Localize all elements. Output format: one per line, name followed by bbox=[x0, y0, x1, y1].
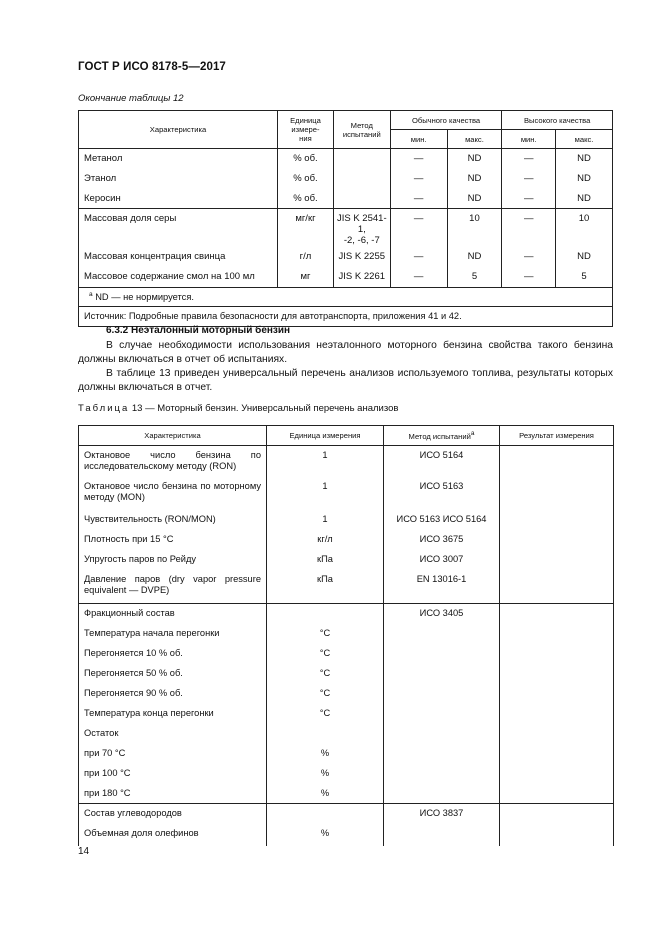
t12-cell-method bbox=[333, 189, 390, 209]
t13-cell-result bbox=[500, 664, 614, 684]
t12-header-high-max: макс. bbox=[556, 130, 613, 149]
t12-cell-high-max: 5 bbox=[556, 267, 613, 287]
t12-cell-ordinary-min: — bbox=[390, 149, 447, 169]
t12-cell-method: JIS K 2541-1, -2, -6, -7 bbox=[333, 209, 390, 247]
t13-cell-method bbox=[384, 664, 500, 684]
t13-cell-unit: кПа bbox=[267, 570, 384, 604]
t13-cell-name: Температура конца перегонки bbox=[79, 704, 267, 724]
t13-cell-unit: кПа bbox=[267, 550, 384, 570]
t13-cell-name: Октановое число бензина по исследовательскому методу (RON) bbox=[79, 446, 267, 477]
t13-header-method bbox=[384, 426, 500, 446]
table-13 bbox=[78, 425, 614, 846]
t13-cell-name: Упругость паров по Рейду bbox=[79, 550, 267, 570]
table-row bbox=[79, 446, 614, 477]
t13-cell-name: Октановое число бензина по моторному методу (MON) bbox=[79, 477, 267, 510]
t13-cell-name: Давление паров (dry vapor pressure equivalent — DVPE) bbox=[79, 570, 267, 604]
t12-cell-unit: % об. bbox=[278, 189, 334, 209]
t13-cell-method bbox=[384, 784, 500, 804]
t12-header-ordinary-min: мин. bbox=[390, 130, 447, 149]
t13-cell-name: Состав углеводородов bbox=[79, 804, 267, 824]
table-row bbox=[79, 784, 614, 804]
t13-cell-result bbox=[500, 804, 614, 824]
t12-cell-unit: % об. bbox=[278, 149, 334, 169]
t13-cell-method: ИСО 3675 bbox=[384, 530, 500, 550]
t13-cell-name: Перегоняется 10 % об. bbox=[79, 644, 267, 664]
table-row bbox=[79, 570, 614, 604]
t13-cell-unit: 1 bbox=[267, 446, 384, 477]
t13-cell-method: ИСО 5163 ИСО 5164 bbox=[384, 510, 500, 530]
t13-cell-name: Объемная доля олефинов bbox=[79, 824, 267, 846]
table13-caption-prefix: Таблица bbox=[78, 403, 130, 414]
t12-cell-name: Массовая концентрация свинца bbox=[79, 246, 278, 267]
t13-cell-unit: % bbox=[267, 764, 384, 784]
t13-cell-name: Перегоняется 90 % об. bbox=[79, 684, 267, 704]
t13-cell-method bbox=[384, 624, 500, 644]
t13-cell-method: ИСО 3405 bbox=[384, 604, 500, 624]
t12-cell-high-min: — bbox=[502, 246, 556, 267]
t12-cell-ordinary-min: — bbox=[390, 209, 447, 247]
t13-cell-result bbox=[500, 446, 614, 477]
t13-cell-name: Плотность при 15 °С bbox=[79, 530, 267, 550]
t12-cell-high-min: — bbox=[502, 169, 556, 189]
t13-cell-unit: 1 bbox=[267, 477, 384, 510]
t12-header-high-min: мин. bbox=[502, 130, 556, 149]
t13-cell-unit bbox=[267, 604, 384, 624]
t12-source: Источник: Подробные правила безопасности для автотранспорта, приложения 41 и 42. bbox=[79, 306, 613, 326]
t13-cell-result bbox=[500, 644, 614, 664]
t12-cell-high-min: — bbox=[502, 189, 556, 209]
t13-header-unit: Единица измерения bbox=[267, 426, 384, 446]
t12-cell-name: Керосин bbox=[79, 189, 278, 209]
t13-cell-unit: °С bbox=[267, 664, 384, 684]
t13-cell-result bbox=[500, 704, 614, 724]
t12-header-ordinary-max: макс. bbox=[447, 130, 502, 149]
table-row bbox=[79, 510, 614, 530]
t12-cell-method: JIS K 2261 bbox=[333, 267, 390, 287]
t13-cell-unit: кг/л bbox=[267, 530, 384, 550]
t13-cell-name: Фракционный состав bbox=[79, 604, 267, 624]
page-number: 14 bbox=[78, 846, 90, 857]
t13-cell-name: при 180 °С bbox=[79, 784, 267, 804]
t13-cell-unit: °С bbox=[267, 644, 384, 664]
t12-cell-unit: мг/кг bbox=[278, 209, 334, 247]
t13-cell-result bbox=[500, 530, 614, 550]
table-row bbox=[79, 624, 614, 644]
t12-cell-ordinary-min: — bbox=[390, 267, 447, 287]
t13-cell-result bbox=[500, 550, 614, 570]
t12-cell-ordinary-min: — bbox=[390, 246, 447, 267]
t12-cell-method bbox=[333, 169, 390, 189]
t12-cell-high-min: — bbox=[502, 209, 556, 247]
t13-cell-result bbox=[500, 570, 614, 604]
table-row bbox=[79, 550, 614, 570]
table-row bbox=[79, 169, 613, 189]
table-row bbox=[79, 209, 613, 247]
t12-footnote bbox=[79, 287, 613, 306]
table-row bbox=[79, 604, 614, 624]
t13-cell-method bbox=[384, 744, 500, 764]
t12-cell-unit: % об. bbox=[278, 169, 334, 189]
t12-cell-name: Массовая доля серы bbox=[79, 209, 278, 247]
t12-header-method: Метод испытаний bbox=[333, 111, 390, 149]
t13-cell-method: ИСО 5164 bbox=[384, 446, 500, 477]
t13-cell-result bbox=[500, 824, 614, 846]
t12-cell-high-max: ND bbox=[556, 246, 613, 267]
t12-cell-ordinary-min: — bbox=[390, 189, 447, 209]
footnote-text: ND — не нормируется. bbox=[92, 292, 194, 302]
t13-cell-unit: % bbox=[267, 784, 384, 804]
table12-caption: Окончание таблицы 12 bbox=[78, 93, 184, 104]
t13-cell-result bbox=[500, 764, 614, 784]
t12-header-characteristic: Характеристика bbox=[79, 111, 278, 149]
table-row bbox=[79, 530, 614, 550]
t12-cell-ordinary-max: ND bbox=[447, 149, 502, 169]
t12-cell-method: JIS K 2255 bbox=[333, 246, 390, 267]
table-row bbox=[79, 704, 614, 724]
table-row bbox=[79, 684, 614, 704]
t13-header-method-text: Метод испытаний bbox=[408, 432, 471, 441]
t12-cell-high-max: 10 bbox=[556, 209, 613, 247]
table-row bbox=[79, 724, 614, 744]
t12-cell-high-max: ND bbox=[556, 189, 613, 209]
t12-cell-unit: мг bbox=[278, 267, 334, 287]
t13-cell-unit: % bbox=[267, 744, 384, 764]
t13-cell-name: Чувствительность (RON/MON) bbox=[79, 510, 267, 530]
t13-cell-result bbox=[500, 684, 614, 704]
t13-cell-unit: °С bbox=[267, 684, 384, 704]
t12-cell-ordinary-max: ND bbox=[447, 246, 502, 267]
t12-cell-name: Массовое содержание смол на 100 мл bbox=[79, 267, 278, 287]
t13-cell-method bbox=[384, 704, 500, 724]
t12-cell-unit: г/л bbox=[278, 246, 334, 267]
t13-cell-unit bbox=[267, 724, 384, 744]
table13-caption bbox=[78, 403, 398, 414]
t12-cell-ordinary-max: 10 bbox=[447, 209, 502, 247]
table-row bbox=[79, 824, 614, 846]
t13-cell-name: при 70 °С bbox=[79, 744, 267, 764]
table-row bbox=[79, 246, 613, 267]
t12-cell-name: Этанол bbox=[79, 169, 278, 189]
t13-cell-result bbox=[500, 724, 614, 744]
section-heading: 6.3.2 Неэталонный моторный бензин bbox=[106, 325, 291, 336]
paragraph-1: В случае необходимости использования неэталонного моторного бензина свойства такого бензина должны включаться в отчет об испытаниях. bbox=[78, 340, 613, 365]
t12-cell-method bbox=[333, 149, 390, 169]
t13-cell-result bbox=[500, 510, 614, 530]
t13-header-method-sup: a bbox=[470, 430, 475, 437]
table-row bbox=[79, 664, 614, 684]
table-row bbox=[79, 477, 614, 510]
t13-cell-method bbox=[384, 644, 500, 664]
document-title: ГОСТ Р ИСО 8178-5—2017 bbox=[78, 61, 226, 73]
t13-header-characteristic: Характеристика bbox=[79, 426, 267, 446]
t13-cell-method: EN 13016-1 bbox=[384, 570, 500, 604]
t12-cell-high-min: — bbox=[502, 149, 556, 169]
t13-cell-result bbox=[500, 477, 614, 510]
t13-cell-unit: °С bbox=[267, 624, 384, 644]
t13-cell-method bbox=[384, 764, 500, 784]
t12-header-high: Высокого качества bbox=[502, 111, 613, 130]
t13-cell-method bbox=[384, 684, 500, 704]
t13-cell-method bbox=[384, 824, 500, 846]
t12-cell-high-max: ND bbox=[556, 169, 613, 189]
t13-cell-result bbox=[500, 784, 614, 804]
t13-cell-name: Температура начала перегонки bbox=[79, 624, 267, 644]
t13-cell-result bbox=[500, 624, 614, 644]
t12-cell-high-min: — bbox=[502, 267, 556, 287]
t12-cell-ordinary-max: ND bbox=[447, 189, 502, 209]
table13-caption-text: 13 — Моторный бензин. Универсальный перечень анализов bbox=[129, 403, 399, 414]
t13-cell-name: при 100 °С bbox=[79, 764, 267, 784]
t13-cell-method: ИСО 3007 bbox=[384, 550, 500, 570]
t12-cell-ordinary-min: — bbox=[390, 169, 447, 189]
t12-cell-name: Метанол bbox=[79, 149, 278, 169]
t13-cell-unit: % bbox=[267, 824, 384, 846]
table-row bbox=[79, 744, 614, 764]
paragraph-2: В таблице 13 приведен универсальный перечень анализов используемого топлива, результаты которых должны включаться в отчет. bbox=[78, 368, 613, 393]
t13-cell-unit: 1 bbox=[267, 510, 384, 530]
table-row bbox=[79, 764, 614, 784]
table-row bbox=[79, 644, 614, 664]
t12-header-unit: Единица измере- ния bbox=[278, 111, 334, 149]
t13-cell-method: ИСО 3837 bbox=[384, 804, 500, 824]
table-12 bbox=[78, 110, 613, 327]
t13-cell-unit: °С bbox=[267, 704, 384, 724]
t12-header-ordinary: Обычного качества bbox=[390, 111, 502, 130]
t13-cell-unit bbox=[267, 804, 384, 824]
t12-cell-ordinary-max: ND bbox=[447, 169, 502, 189]
footnote-mark: a bbox=[89, 291, 93, 298]
t12-cell-high-max: ND bbox=[556, 149, 613, 169]
t13-cell-name: Остаток bbox=[79, 724, 267, 744]
t13-header-result: Результат измерения bbox=[500, 426, 614, 446]
t12-cell-ordinary-max: 5 bbox=[447, 267, 502, 287]
t13-cell-method: ИСО 5163 bbox=[384, 477, 500, 510]
t13-cell-method bbox=[384, 724, 500, 744]
table-row bbox=[79, 189, 613, 209]
table-row bbox=[79, 149, 613, 169]
t13-cell-result bbox=[500, 604, 614, 624]
table-row bbox=[79, 804, 614, 824]
t13-cell-name: Перегоняется 50 % об. bbox=[79, 664, 267, 684]
table-row bbox=[79, 267, 613, 287]
t13-cell-result bbox=[500, 744, 614, 764]
